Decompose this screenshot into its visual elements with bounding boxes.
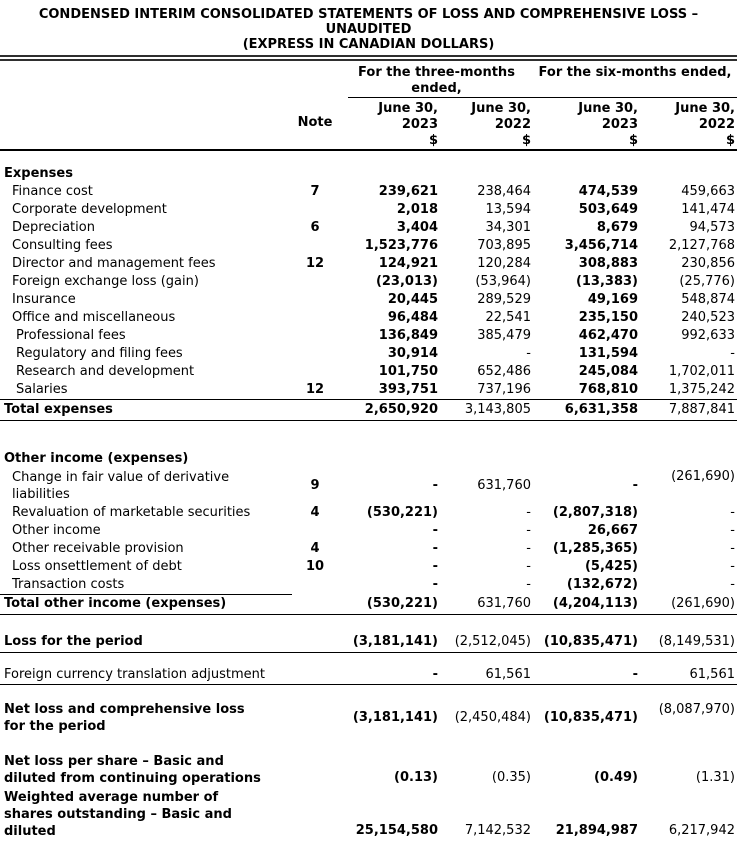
row-label: Loss for the period (4, 634, 143, 649)
period-label: June 30, (471, 101, 531, 116)
value-cell (440, 165, 533, 183)
note-cell (290, 522, 340, 540)
table-row (0, 632, 737, 653)
value-cell: 308,883 (578, 256, 638, 271)
value-cell: - (432, 559, 438, 574)
value-cell: (530,221) (366, 505, 438, 520)
value-cell: (530,221) (366, 596, 438, 611)
value-cell: (2,512,045) (454, 634, 531, 649)
currency-label: $ (725, 133, 735, 148)
table-row (0, 309, 737, 327)
value-cell: 131,594 (578, 346, 638, 361)
note-cell (290, 576, 340, 594)
value-cell: 22,541 (485, 310, 531, 325)
value-cell: (10,835,471) (543, 634, 638, 649)
note-cell (290, 291, 340, 309)
column-header-row (0, 98, 737, 149)
value-cell: 21,894,987 (555, 823, 638, 838)
value-cell: 3,456,714 (564, 238, 638, 253)
year-label: 2023 (601, 117, 638, 132)
section-spacer (0, 736, 737, 752)
row-label: Foreign exchange loss (gain) (12, 274, 199, 289)
value-cell (440, 450, 533, 468)
table-row (0, 273, 737, 291)
value-cell: - (432, 478, 438, 493)
note-cell (290, 450, 340, 468)
note-cell: 6 (310, 220, 320, 235)
table-row (0, 291, 737, 309)
column-header-h1-2023 (533, 101, 640, 149)
note-cell: 12 (305, 256, 325, 271)
value-cell: 289,529 (477, 292, 531, 307)
note-cell: 4 (310, 541, 320, 556)
value-cell: - (730, 523, 735, 538)
group-header-spacer (0, 65, 340, 97)
period-label: June 30, (675, 101, 735, 116)
table-row (0, 219, 737, 237)
table-row (0, 504, 737, 522)
value-cell: - (730, 541, 735, 556)
note-cell (290, 201, 340, 219)
value-cell: (132,672) (566, 577, 638, 592)
value-cell: - (432, 577, 438, 592)
table-row (0, 522, 737, 540)
value-cell: 462,470 (578, 328, 638, 343)
period-label: June 30, (378, 101, 438, 116)
row-label: Net loss and comprehensive loss for the period (4, 702, 245, 734)
row-label: Corporate development (12, 202, 167, 217)
value-cell: (0.35) (491, 770, 531, 785)
table-row (0, 576, 737, 594)
table-row (0, 255, 737, 273)
value-cell: 3,143,805 (464, 402, 531, 417)
value-cell: (2,807,318) (552, 505, 638, 520)
value-cell: - (526, 505, 531, 520)
value-cell: 7,887,841 (668, 402, 735, 417)
value-cell: 737,196 (477, 382, 531, 397)
value-cell (640, 165, 737, 183)
value-cell: (1.31) (695, 770, 735, 785)
value-cell: (3,181,141) (352, 634, 438, 649)
value-cell: 703,895 (477, 238, 531, 253)
period-group-header (0, 61, 737, 97)
value-cell: - (432, 541, 438, 556)
row-label: Loss onsettlement of debt (12, 559, 182, 574)
value-cell: 1,375,242 (668, 382, 735, 397)
note-cell (290, 666, 340, 684)
value-cell: 124,921 (378, 256, 438, 271)
value-cell: 49,169 (587, 292, 638, 307)
value-cell: 61,561 (689, 667, 735, 682)
value-cell: 459,663 (681, 184, 735, 199)
row-label: Transaction costs (12, 577, 125, 592)
row-label: Insurance (12, 292, 76, 307)
row-label: Net loss per share – Basic and diluted from continuing operations (4, 754, 261, 786)
statement-body (0, 151, 737, 841)
value-cell: 13,594 (485, 202, 531, 217)
value-cell: 7,142,532 (464, 823, 531, 838)
value-cell: 8,679 (596, 220, 638, 235)
value-cell (640, 450, 737, 468)
note-cell: 10 (305, 559, 325, 574)
value-cell: - (632, 667, 638, 682)
value-cell: 652,486 (477, 364, 531, 379)
currency-label: $ (428, 133, 438, 148)
value-cell: - (432, 667, 438, 682)
row-label: Other receivable provision (12, 541, 184, 556)
note-column-header: Note (297, 115, 333, 130)
row-label: Professional fees (16, 328, 126, 343)
note-cell: 7 (310, 184, 320, 199)
column-header-q3-2022 (440, 101, 533, 149)
table-row (0, 594, 737, 615)
section-spacer (0, 615, 737, 632)
value-cell: (261,690) (671, 469, 735, 484)
value-cell (533, 450, 640, 468)
value-cell (340, 450, 440, 468)
column-header-q3-2023 (340, 101, 440, 149)
year-label: 2023 (401, 117, 438, 132)
value-cell: 1,523,776 (364, 238, 438, 253)
value-cell: - (730, 346, 735, 361)
value-cell: 2,018 (396, 202, 438, 217)
value-cell: (10,835,471) (543, 710, 638, 725)
table-row (0, 237, 737, 255)
row-label: Foreign currency translation adjustment (4, 667, 266, 682)
value-cell: (0.13) (394, 770, 438, 785)
table-row (0, 558, 737, 576)
table-row (0, 201, 737, 219)
value-cell: (5,425) (584, 559, 638, 574)
table-row (0, 752, 737, 788)
note-cell (290, 345, 340, 363)
note-cell: 12 (305, 382, 325, 397)
table-row (0, 788, 737, 841)
row-label: Director and management fees (12, 256, 216, 271)
value-cell: 474,539 (578, 184, 638, 199)
value-cell: (261,690) (671, 596, 735, 611)
value-cell: (25,776) (679, 274, 735, 289)
value-cell: 26,667 (587, 523, 638, 538)
value-cell: - (526, 577, 531, 592)
value-cell: - (730, 577, 735, 592)
value-cell: (8,149,531) (658, 634, 735, 649)
value-cell: 94,573 (689, 220, 735, 235)
value-cell: 992,633 (681, 328, 735, 343)
title-line-2: UNAUDITED (325, 22, 412, 37)
value-cell: 2,127,768 (668, 238, 735, 253)
value-cell: 61,561 (485, 667, 531, 682)
value-cell: - (526, 523, 531, 538)
three-months-group-label: For the three-months ended, (358, 65, 515, 96)
value-cell: 96,484 (387, 310, 438, 325)
section-title: Expenses (4, 166, 73, 181)
table-row (0, 700, 737, 736)
section-header-row (0, 151, 737, 183)
row-label: Regulatory and filing fees (16, 346, 183, 361)
table-row (0, 363, 737, 381)
value-cell: (4,204,113) (552, 596, 638, 611)
value-cell (533, 165, 640, 183)
value-cell: 631,760 (477, 596, 531, 611)
currency-label: $ (628, 133, 638, 148)
note-cell: 4 (310, 505, 320, 520)
value-cell: - (526, 559, 531, 574)
value-cell: (0.49) (594, 770, 638, 785)
section-spacer (0, 421, 737, 436)
year-label: 2022 (698, 117, 735, 132)
period-label: June 30, (578, 101, 638, 116)
value-cell: 238,464 (477, 184, 531, 199)
value-cell: - (526, 346, 531, 361)
row-label: Change in fair value of derivative liabilities (12, 470, 230, 502)
note-cell (290, 309, 340, 327)
row-label: Total expenses (4, 402, 113, 417)
value-cell: - (730, 505, 735, 520)
value-cell: 235,150 (578, 310, 638, 325)
row-label: Total other income (expenses) (4, 596, 227, 611)
note-cell (290, 165, 340, 183)
note-cell: 9 (310, 478, 320, 493)
row-label: Salaries (16, 382, 68, 397)
title-line-3: (EXPRESS IN CANADIAN DOLLARS) (242, 37, 495, 52)
table-row (0, 345, 737, 363)
table-row (0, 540, 737, 558)
row-label: Consulting fees (12, 238, 113, 253)
value-cell: 230,856 (681, 256, 735, 271)
value-cell: (1,285,365) (552, 541, 638, 556)
column-header-h1-2022 (640, 101, 737, 149)
value-cell: 3,404 (396, 220, 438, 235)
value-cell: 503,649 (578, 202, 638, 217)
section-title: Other income (expenses) (4, 451, 189, 466)
table-row (0, 468, 737, 504)
row-label: Finance cost (12, 184, 93, 199)
value-cell: (13,383) (575, 274, 638, 289)
value-cell: 136,849 (378, 328, 438, 343)
row-label: Office and miscellaneous (12, 310, 176, 325)
value-cell: 120,284 (477, 256, 531, 271)
row-label: Other income (12, 523, 101, 538)
value-cell: 20,445 (387, 292, 438, 307)
note-cell (290, 363, 340, 381)
value-cell: (2,450,484) (454, 710, 531, 725)
title-line-1: CONDENSED INTERIM CONSOLIDATED STATEMENTS OF LOSS AND COMPREHENSIVE LOSS – (38, 7, 699, 22)
value-cell (340, 165, 440, 183)
value-cell: 101,750 (378, 364, 438, 379)
value-cell: 768,810 (578, 382, 638, 397)
document-title (0, 0, 737, 52)
value-cell: 6,631,358 (564, 402, 638, 417)
value-cell: 239,621 (378, 184, 438, 199)
note-cell (290, 273, 340, 291)
section-spacer (0, 685, 737, 700)
note-cell (290, 594, 340, 614)
value-cell: 25,154,580 (355, 823, 438, 838)
note-cell (290, 632, 340, 652)
value-cell: 34,301 (485, 220, 531, 235)
year-label: 2022 (494, 117, 531, 132)
section-header-row (0, 436, 737, 468)
row-label: Depreciation (12, 220, 95, 235)
table-row (0, 666, 737, 685)
note-cell (290, 400, 340, 420)
value-cell: 548,874 (681, 292, 735, 307)
six-months-group-label: For the six-months ended, (538, 65, 732, 80)
table-row (0, 381, 737, 399)
table-row (0, 183, 737, 201)
value-cell: - (432, 523, 438, 538)
value-cell: 6,217,942 (668, 823, 735, 838)
label-column-header (0, 101, 290, 149)
value-cell: (53,964) (475, 274, 531, 289)
section-spacer (0, 653, 737, 666)
value-cell: 1,702,011 (668, 364, 735, 379)
value-cell: - (632, 478, 638, 493)
row-label: Research and development (16, 364, 195, 379)
value-cell: - (526, 541, 531, 556)
value-cell: 631,760 (477, 478, 531, 493)
value-cell: - (730, 559, 735, 574)
row-label: Revaluation of marketable securities (12, 505, 251, 520)
value-cell: (3,181,141) (352, 710, 438, 725)
currency-label: $ (521, 133, 531, 148)
value-cell: 2,650,920 (364, 402, 438, 417)
value-cell: 245,084 (578, 364, 638, 379)
note-cell (290, 327, 340, 345)
table-row (0, 327, 737, 345)
note-cell (290, 237, 340, 255)
table-row (0, 399, 737, 421)
value-cell: 240,523 (681, 310, 735, 325)
value-cell: 141,474 (681, 202, 735, 217)
value-cell: (8,087,970) (658, 702, 735, 717)
value-cell: 385,479 (477, 328, 531, 343)
value-cell: 393,751 (378, 382, 438, 397)
row-label: Weighted average number of shares outstanding – Basic and diluted (4, 790, 232, 839)
value-cell: 30,914 (387, 346, 438, 361)
value-cell: (23,013) (375, 274, 438, 289)
